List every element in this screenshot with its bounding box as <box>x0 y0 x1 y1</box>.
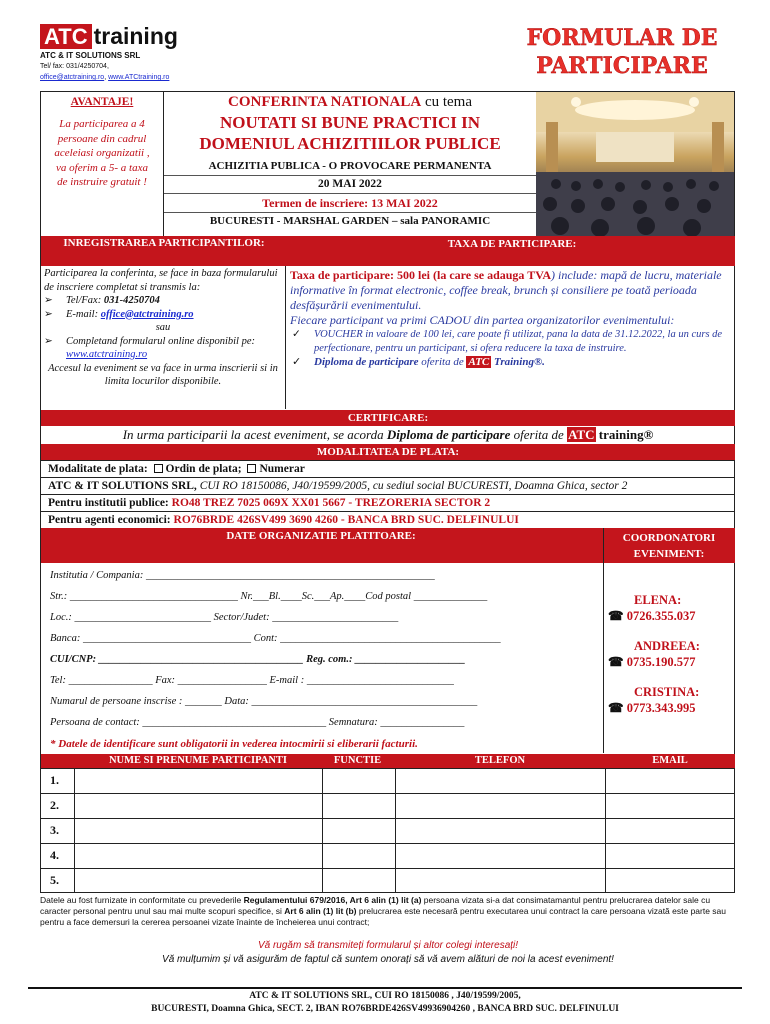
payment-header: MODALITATEA DE PLATA: <box>41 444 735 460</box>
fee-voucher: ✓ VOUCHER in valoare de 100 lei, care poate fi utilizat, pana la data de 31.12.2022, la un curs de perfectionare, pentru un participant, si ofera reducere la taxa de instruire. <box>292 329 723 354</box>
payment-option-ordin: Ordin de plata; <box>165 463 242 475</box>
logo-training-text: training <box>93 23 178 49</box>
gdpr-notice <box>40 895 736 928</box>
fee-gift: Fiecare participant va primi CADOU din partea organizatorilor evenimentului: <box>290 313 675 327</box>
registration-email-link[interactable]: office@atctraining.ro <box>100 308 194 320</box>
payment-companies-label: Pentru agenti economici: <box>48 514 174 526</box>
registration-email: ➢ E-mail: office@atctraining.ro <box>44 308 194 320</box>
col-email-header: EMAIL <box>652 755 688 766</box>
header-email-link[interactable]: office@atctraining.ro <box>40 74 105 81</box>
payment-methods <box>48 461 732 478</box>
certification-text <box>41 426 735 443</box>
conference-deadline: Termen de inscriere: 13 MAI 2022 <box>164 194 536 213</box>
coordinator-phone-number: 0726.355.037 <box>626 609 696 623</box>
payment-company-details: CUI RO 18150086, J40/19599/2005, cu sediul social BUCURESTI, Doamna Ghica, sector 2 <box>199 480 628 492</box>
atc-logo <box>40 24 216 50</box>
conference-room-photo <box>536 92 734 236</box>
field-tel[interactable]: Tel: ________________ Fax: _________________ E-mail : ____________________________ <box>50 675 454 686</box>
gdpr-text-pre: Datele au fost furnizate in conformitate cu prevederile <box>40 895 244 905</box>
payment-company-name: ATC & IT SOLUTIONS SRL, <box>48 480 200 492</box>
field-strada[interactable]: Str.: ________________________________ Nr.___Bl.____Sc.___Ap.____Cod postal ______________ <box>50 591 488 602</box>
registration-intro: Participarea la conferinta, se face in baza formularului de inscriere completat si transmis la: <box>44 268 278 293</box>
payment-institutions-label: Pentru institutii publice: <box>48 497 172 509</box>
conference-block <box>164 93 536 230</box>
registration-online-label: Completand formularul online disponibil pe: <box>66 335 255 347</box>
gdpr-article-b: Art 6 alin (1) lit (b) <box>284 906 357 916</box>
phone-icon: ☎ <box>608 655 624 669</box>
certification-training: training® <box>595 427 654 442</box>
footer-line1: ATC & IT SOLUTIONS SRL, CUI RO 18150086 , J40/19599/2005, <box>249 991 521 1001</box>
footer-line2: BUCURESTI, Doamna Ghica, SECT. 2, IBAN RO76BRDE426SV49936904260 , BANCA BRD SUC. DELFINULUI <box>151 1004 619 1014</box>
gdpr-text-mid: persoana vizata si-a dat consimatamantul pentru prelucrarea datelor sale cu caracter personal pentru unul sau mai multe scopuri specifice, si <box>40 895 711 916</box>
registration-content <box>44 267 282 389</box>
registration-tel: ➢ Tel/Fax: 031-4250704 <box>44 295 160 306</box>
payment-option-ordin-checkbox[interactable] <box>154 464 163 473</box>
form-title <box>522 24 722 80</box>
avantaje-text: La participarea a 4 persoane din cadrul aceleiasi organizatii , va oferim a 5- a taxa de instruire gratuit ! <box>54 118 150 188</box>
coordinators-list <box>608 592 734 716</box>
gdpr-text-end: prelucrarea este necesară pentru executarea unui contract la care persoana vizată este parte sau pentru a face demersuri la cererea persoanei vizate înainte de încheierea unui contract; <box>40 906 727 927</box>
col-phone-header: TELEFON <box>474 755 526 766</box>
payment-content <box>48 461 732 529</box>
conference-date: 20 MAI 2022 <box>164 176 536 194</box>
closing-line1: Vă rugăm să transmiteți formularul și altor colegi interesați! <box>257 940 519 951</box>
gdpr-article-a: Regulamentului 679/2016, Art 6 alin (1) lit (a) <box>243 895 422 905</box>
field-cui[interactable]: CUI/CNP: _______________________________________ Reg. com.: _____________________ <box>50 654 466 665</box>
phone-icon: ☎ <box>608 701 624 715</box>
payment-companies <box>48 512 732 529</box>
coordinator-phone-number: 0735.190.577 <box>626 655 696 669</box>
coordinator-phone-number: 0773.343.995 <box>626 701 696 715</box>
field-localitate[interactable]: Loc.: __________________________ Sector/Judet: ________________________ <box>50 612 399 623</box>
logo-atc-text: ATC <box>40 24 92 49</box>
organization-fields <box>50 565 600 733</box>
participant-row-number: 1. <box>50 773 59 787</box>
registration-online-link[interactable]: www.atctraining.ro <box>66 349 148 360</box>
conference-name: CONFERINTA NATIONALA <box>227 94 422 110</box>
coordinators-header: COORDONATORI EVENIMENT: <box>622 532 716 560</box>
payment-option-numerar-checkbox[interactable] <box>247 464 256 473</box>
certification-text-mid: oferita de <box>510 427 568 442</box>
certification-diploma: Diploma de participare <box>386 427 511 442</box>
fee-diploma-bold: Diploma de participare <box>314 356 419 368</box>
organization-note: * Datele de identificare sunt obligatorii in vederea intocmirii si eliberarii facturii. <box>50 738 418 750</box>
coordinator-phone[interactable] <box>608 654 734 670</box>
certification-header: CERTIFICARE: <box>41 410 735 426</box>
coordinator-phone[interactable] <box>608 700 734 716</box>
fee-include-intro: ) include: <box>551 268 601 282</box>
coordinator-phone[interactable] <box>608 608 734 624</box>
payment-companies-iban: RO76BRDE 426SV499 3690 4260 - BANCA BRD SUC. DELFINULUI <box>173 514 519 526</box>
registration-email-label: E-mail: <box>66 308 101 320</box>
header-links: office@atctraining.ro, www.ATCtraining.ro <box>40 74 170 81</box>
payment-option-numerar: Numerar <box>259 463 305 475</box>
closing-line2: Vă mulțumim și vă asigurăm de faptul că suntem onorați să vă avem alături de noi la acest eveniment! <box>162 954 614 965</box>
coordinator-name: CRISTINA: <box>634 685 700 699</box>
registration-sau: sau <box>155 322 171 333</box>
payment-institutions <box>48 495 732 512</box>
field-numar-persoane[interactable]: Numarul de persoane inscrise : _______ Data: ___________________________________________ <box>50 696 478 707</box>
conference-subtitle: ACHIZITIA PUBLICA - O PROVOCARE PERMANENTA <box>164 157 536 176</box>
fee-include-text: mapă de lucru, materiale informative în format electronic, coffee break, brunch și consiliere pe toată perioada desfășurării evenimentului. <box>290 268 722 312</box>
conference-title-line3: DOMENIUL ACHIZITIILOR PUBLICE <box>199 134 501 153</box>
payment-company <box>48 478 732 495</box>
participant-row-number: 4. <box>50 848 59 862</box>
fee-voucher-text: VOUCHER in valoare de 100 lei, care poate fi utilizat, pana la data de 31.12.2022, la un curs de perfectionare, pentru un participant, si ofera reducere la taxa de instruire. <box>314 329 723 354</box>
col-name-header: NUME SI PRENUME PARTICIPANTI <box>108 755 288 766</box>
form-title-line1: FORMULAR DE <box>526 25 718 51</box>
payment-method-label: Modalitate de plata: <box>48 463 151 475</box>
registration-tel-value: 031-4250704 <box>103 295 160 306</box>
registration-header: INREGISTRAREA PARTICIPANTILOR: <box>63 237 265 249</box>
fee-diploma-training: Training®. <box>491 356 545 368</box>
coordinator-name: ELENA: <box>634 593 682 607</box>
conference-room-image <box>536 92 734 236</box>
fee-amount: Taxa de participare: 500 lei (la care se adauga TVA <box>290 268 551 282</box>
coordinator-name: ANDREEA: <box>634 639 700 653</box>
phone-icon: ☎ <box>608 609 624 623</box>
col-function-header: FUNCTIE <box>333 755 382 766</box>
registration-tel-label: Tel/Fax: <box>66 295 104 306</box>
conference-title-line2: NOUTATI SI BUNE PRACTICI IN <box>219 113 481 132</box>
participant-row-number: 5. <box>50 873 59 887</box>
participant-row-number: 2. <box>50 798 59 812</box>
fee-diploma-atc: ATC <box>468 356 490 368</box>
avantaje-box <box>44 96 160 190</box>
conference-theme-label: cu tema <box>421 94 473 110</box>
field-institutia[interactable]: Institutia / Compania: _______________________________________________________ <box>50 570 435 581</box>
fee-diploma-rest: oferita de <box>418 356 467 368</box>
fee-diploma: ✓ Diploma de participare oferita de ATC Training®. <box>292 356 545 368</box>
conference-location: BUCURESTI - MARSHAL GARDEN – sala PANORAMIC <box>209 215 491 227</box>
avantaje-title: AVANTAJE! <box>70 96 134 108</box>
header-telfax: Tel/ fax: 031/4250704, <box>40 63 109 70</box>
fee-content <box>290 268 732 370</box>
registration-footer: Accesul la eveniment se va face in urma inscrierii si in limita locurilor disponibile. <box>48 362 278 387</box>
header-site-link[interactable]: www.ATCtraining.ro <box>108 74 170 81</box>
field-banca[interactable]: Banca: ________________________________ Cont: __________________________________________ <box>50 633 501 644</box>
company-name: ATC & IT SOLUTIONS SRL <box>40 51 141 60</box>
payment-institutions-iban: RO48 TREZ 7025 069X XX01 5667 - TREZORERIA SECTOR 2 <box>171 497 491 509</box>
fee-header: TAXA DE PARTICIPARE: <box>447 238 577 250</box>
certification-text-pre: In urma participarii la acest eveniment, se acorda <box>122 427 387 442</box>
organization-header: DATE ORGANIZATIE PLATITOARE: <box>226 530 416 542</box>
participant-row-number: 3. <box>50 823 59 837</box>
form-title-line2: PARTICIPARE <box>536 53 708 79</box>
registration-online: ➢ Completand formularul online disponibil pe: www.atctraining.ro <box>44 335 255 360</box>
certification-atc: ATC <box>568 427 595 442</box>
field-persoana-contact[interactable]: Persoana de contact: ___________________________________ Semnatura: ________________ <box>50 717 465 728</box>
